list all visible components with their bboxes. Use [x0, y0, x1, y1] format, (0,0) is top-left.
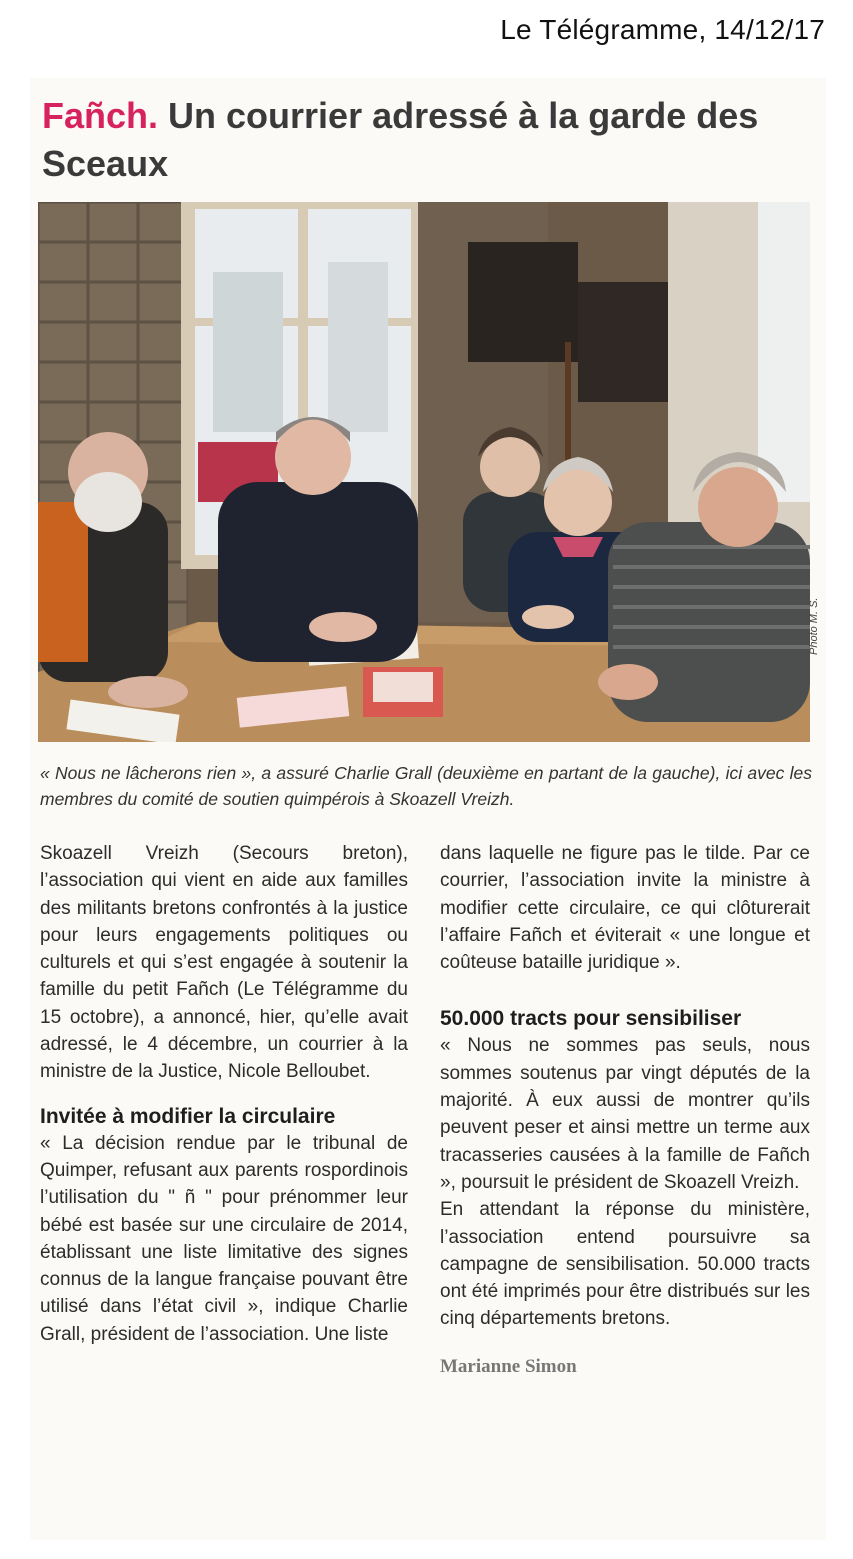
continuation-paragraph: dans laquelle ne figure pas le tilde. Par ce courrier, l’association invite la ministre à modifier cette circulaire, ce qui clôturerait l’affaire Fañch et éviterait « une longue et coûteuse bataille juridique ». — [440, 843, 810, 974]
newspaper-masthead: Le Télégramme, 14/12/17 — [500, 14, 825, 45]
subheading-tracts: 50.000 tracts pour sensibiliser — [440, 1007, 742, 1031]
photo-caption: « Nous ne lâcherons rien », a assuré Charlie Grall (deuxième en partant de la gauche), ici avec les membres du comité de soutien quimpérois à Skoazell Vreizh. — [40, 763, 812, 809]
headline-kicker: Fañch. — [42, 95, 159, 136]
subheading-circulaire: Invitée à modifier la circulaire — [40, 1104, 336, 1128]
headline-title: Un courrier adressé à la garde des Sceaux — [42, 95, 759, 184]
intro-paragraph: Skoazell Vreizh (Secours breton), l’association qui vient en aide aux familles des militants bretons confrontés à la justice pour leurs engagements politiques ou culturels et qui s’est engagée à soutenir la famille du petit Fañch (Le Télégramme du 15 octobre), a annoncé, hier, qu’elle avait adressé, le 4 décembre, un courrier à la ministre de la Justice, Nicole Belloubet. — [40, 843, 408, 1083]
campaign-paragraph: En attendant la réponse du ministère, l’association entend poursuivre sa campagne de sensibilisation. 50.000 tracts ont été imprimés pour être distribués sur les cinq départements bretons. — [440, 1199, 810, 1330]
article-column-left — [40, 840, 408, 1348]
author-byline: Marianne Simon — [440, 1355, 577, 1377]
quote-paragraph: « La décision rendue par le tribunal de Quimper, refusant aux parents rospordinois l’utilisation du " ñ " pour prénommer leur bébé est basée sur une circulaire de 2014, établissant une liste limitative des signes connus de la langue française pouvant être utilisé dans l’état civil », indique Charlie Grall, président de l’association. Une liste — [40, 1132, 408, 1345]
photo-illustration — [38, 202, 810, 742]
article-headline — [42, 92, 802, 188]
article-column-right — [440, 840, 810, 1380]
support-paragraph: « Nous ne sommes pas seuls, nous sommes soutenus par vingt députés de la majorité. À eux aussi de montrer qu’ils peuvent peser et ainsi mettre un terme aux tracasseries causées à la famille de Fañch », poursuit le président de Skoazell Vreizh. — [440, 1035, 810, 1193]
article-photo — [38, 202, 810, 742]
photo-credit: Photo M. S. — [808, 597, 820, 655]
